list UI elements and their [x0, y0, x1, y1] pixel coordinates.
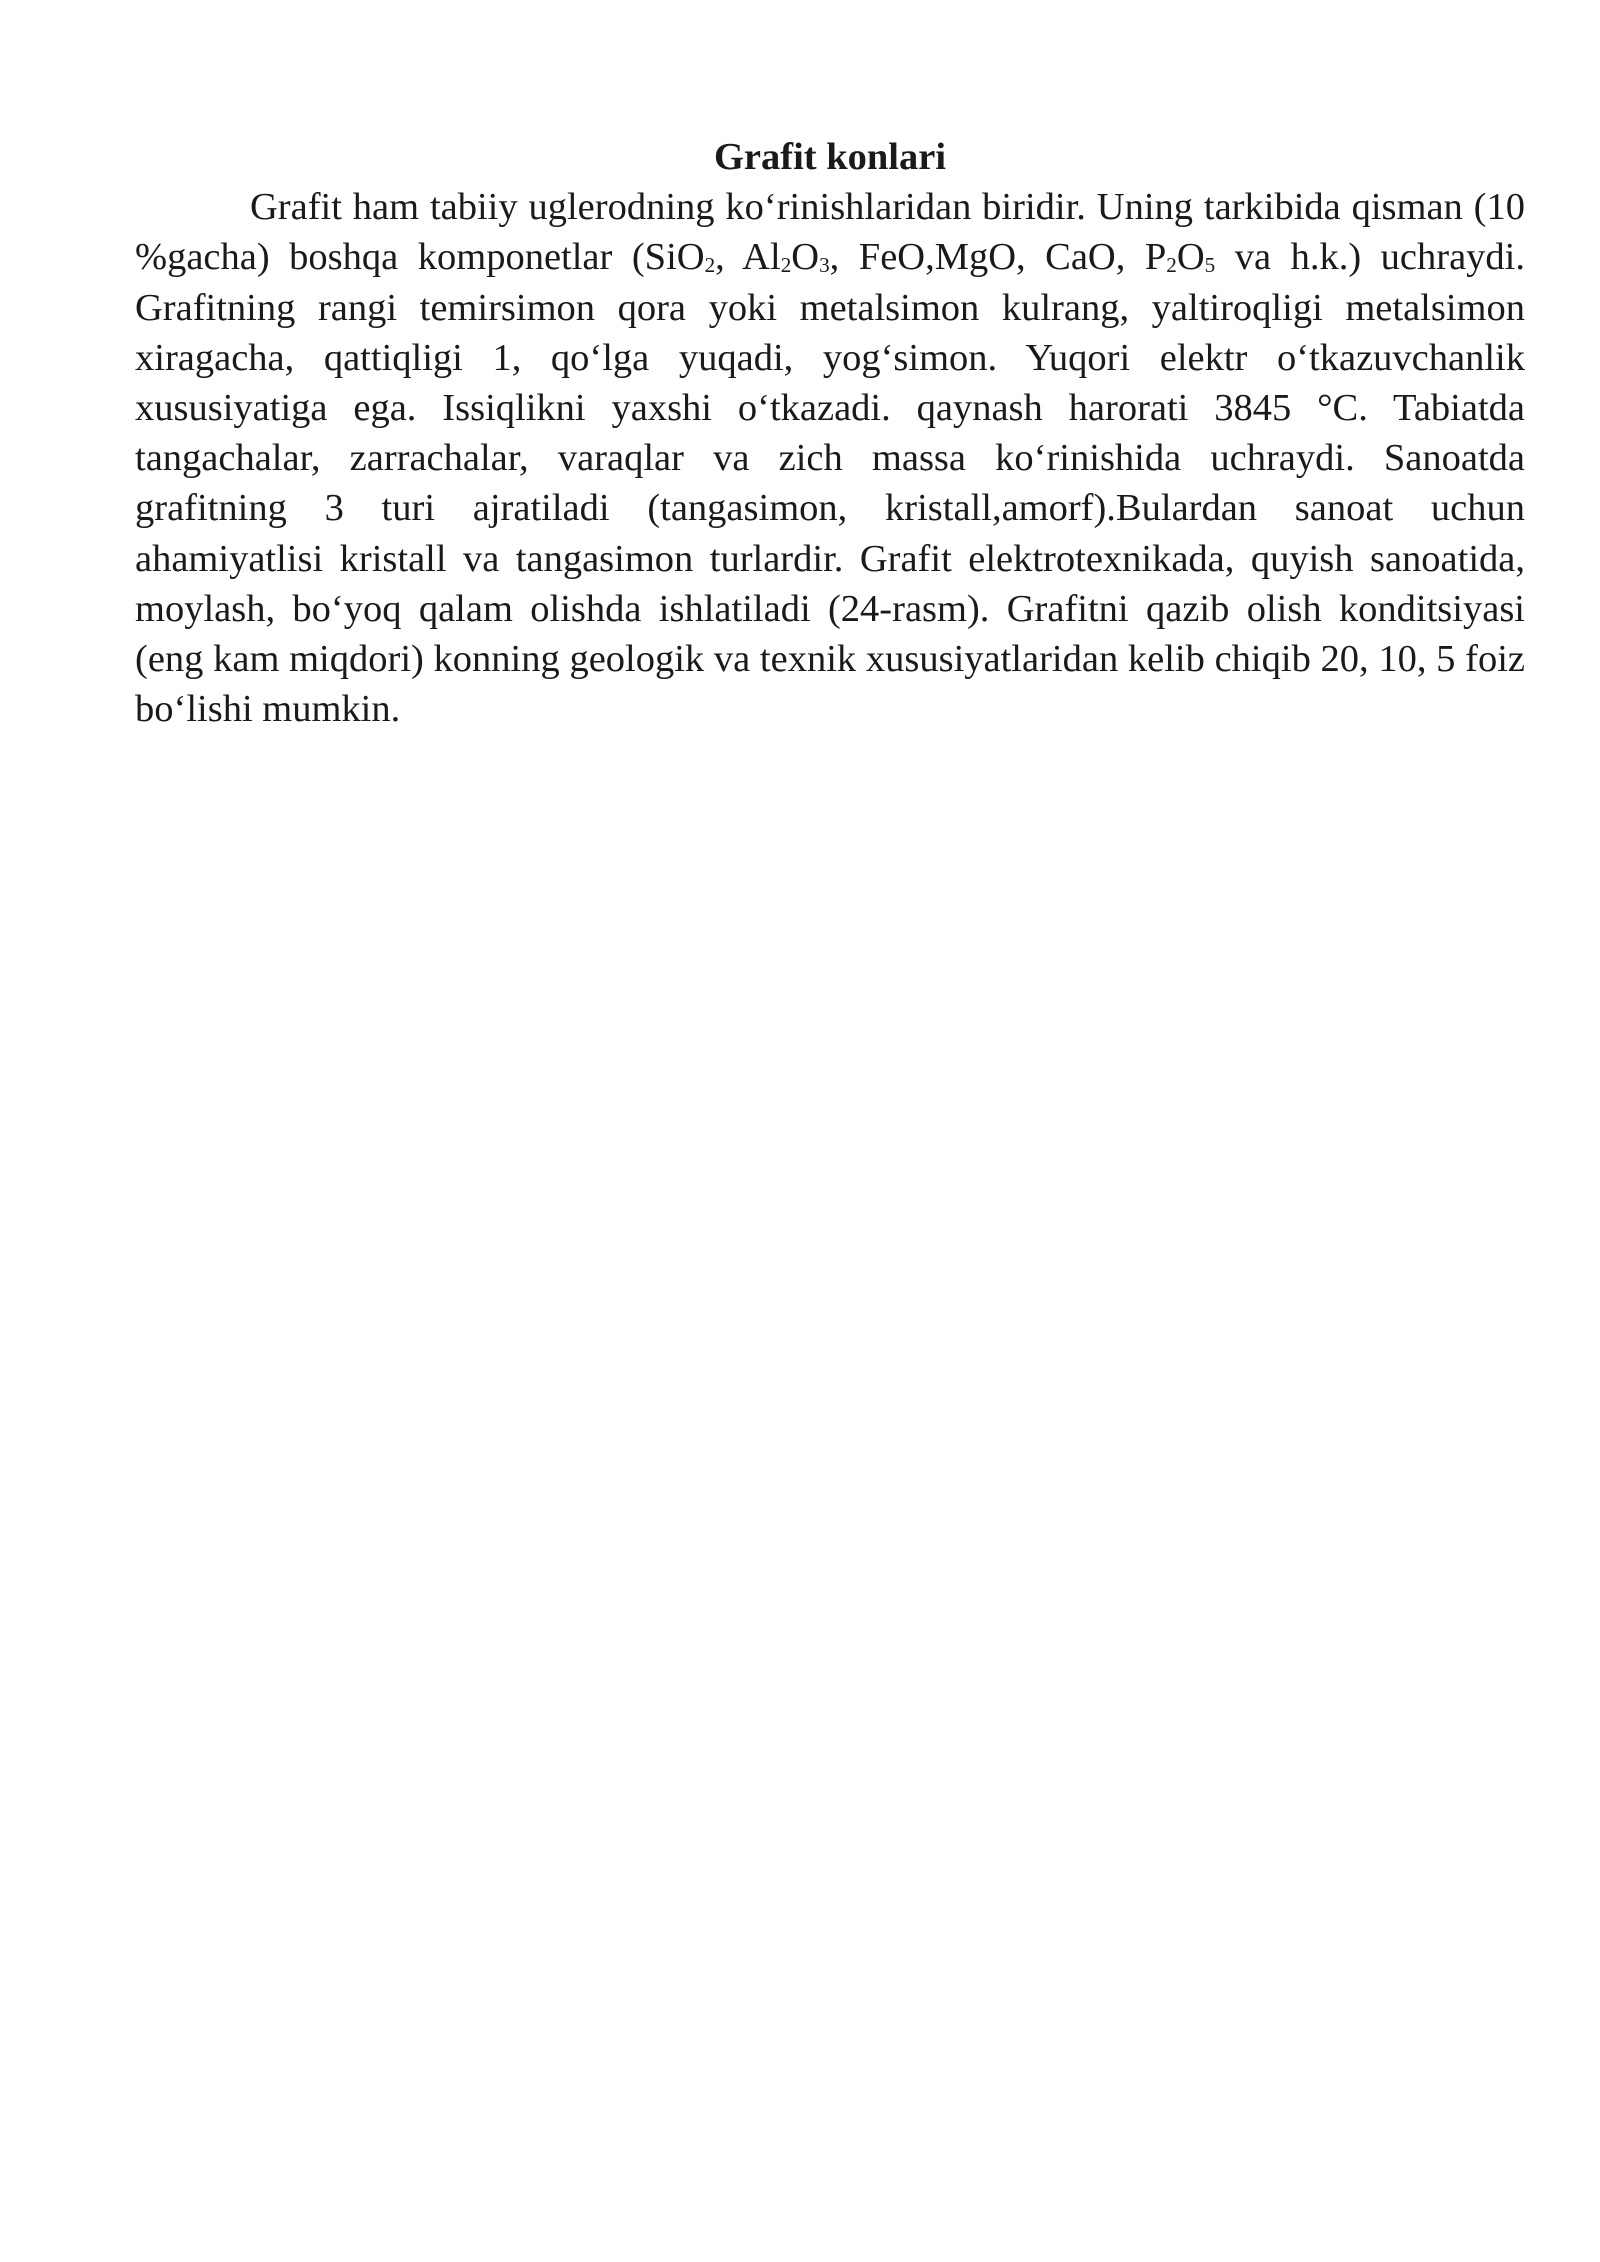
subscript: 2: [1166, 253, 1177, 278]
paragraph-text: O: [1176, 236, 1205, 279]
subscript: 3: [819, 253, 830, 278]
body-paragraph: [135, 182, 1525, 734]
paragraph-text: , Al: [715, 236, 781, 279]
document-body: [135, 132, 1525, 734]
document-title: Grafit konlari: [713, 136, 947, 178]
paragraph-text: , FeO,MgO, CaO, P: [829, 236, 1167, 279]
subscript: 2: [704, 253, 716, 278]
subscript: 2: [780, 253, 792, 278]
paragraph-text: va h.k.) uchraydi. Grafitning rangi temirsimon qora yoki metalsimon kulrang, yaltiroqligi metalsimon xiragacha, qattiqligi 1, qo‘lga yuqadi, yog‘simon. Yuqori elektr o‘tkazuvchanlik xususiyatiga ega. Issiqlikni yaxshi o‘tkazadi. qaynash harorati 3845 °C. Tabiatda tangachalar, zarrachalar, varaqlar va zich massa ko‘rinishida uchraydi. Sanoatda grafitning 3 turi ajratiladi (tangasimon, kristall,amorf).Bulardan sanoat uchun ahamiyatlisi kristall va tangasimon turlardir. Grafit elektrotexnikada, quyish sanoatida, moylash, bo‘yoq qalam olishda ishlatiladi (24-rasm). Grafitni qazib olish konditsiyasi (eng kam miqdori) konning geologik va texnik xususiyatlaridan kelib chiqib 20, 10, 5 foiz bo‘lishi mumkin.: [135, 236, 1525, 731]
paragraph-text: O: [791, 236, 820, 279]
paragraph-text: Grafit ham tabiiy uglerodning ko‘rinishlaridan biridir. Uning tarkibida qisman (10 %gacha) boshqa komponetlar (SiO: [135, 186, 1525, 279]
subscript: 5: [1204, 253, 1216, 278]
